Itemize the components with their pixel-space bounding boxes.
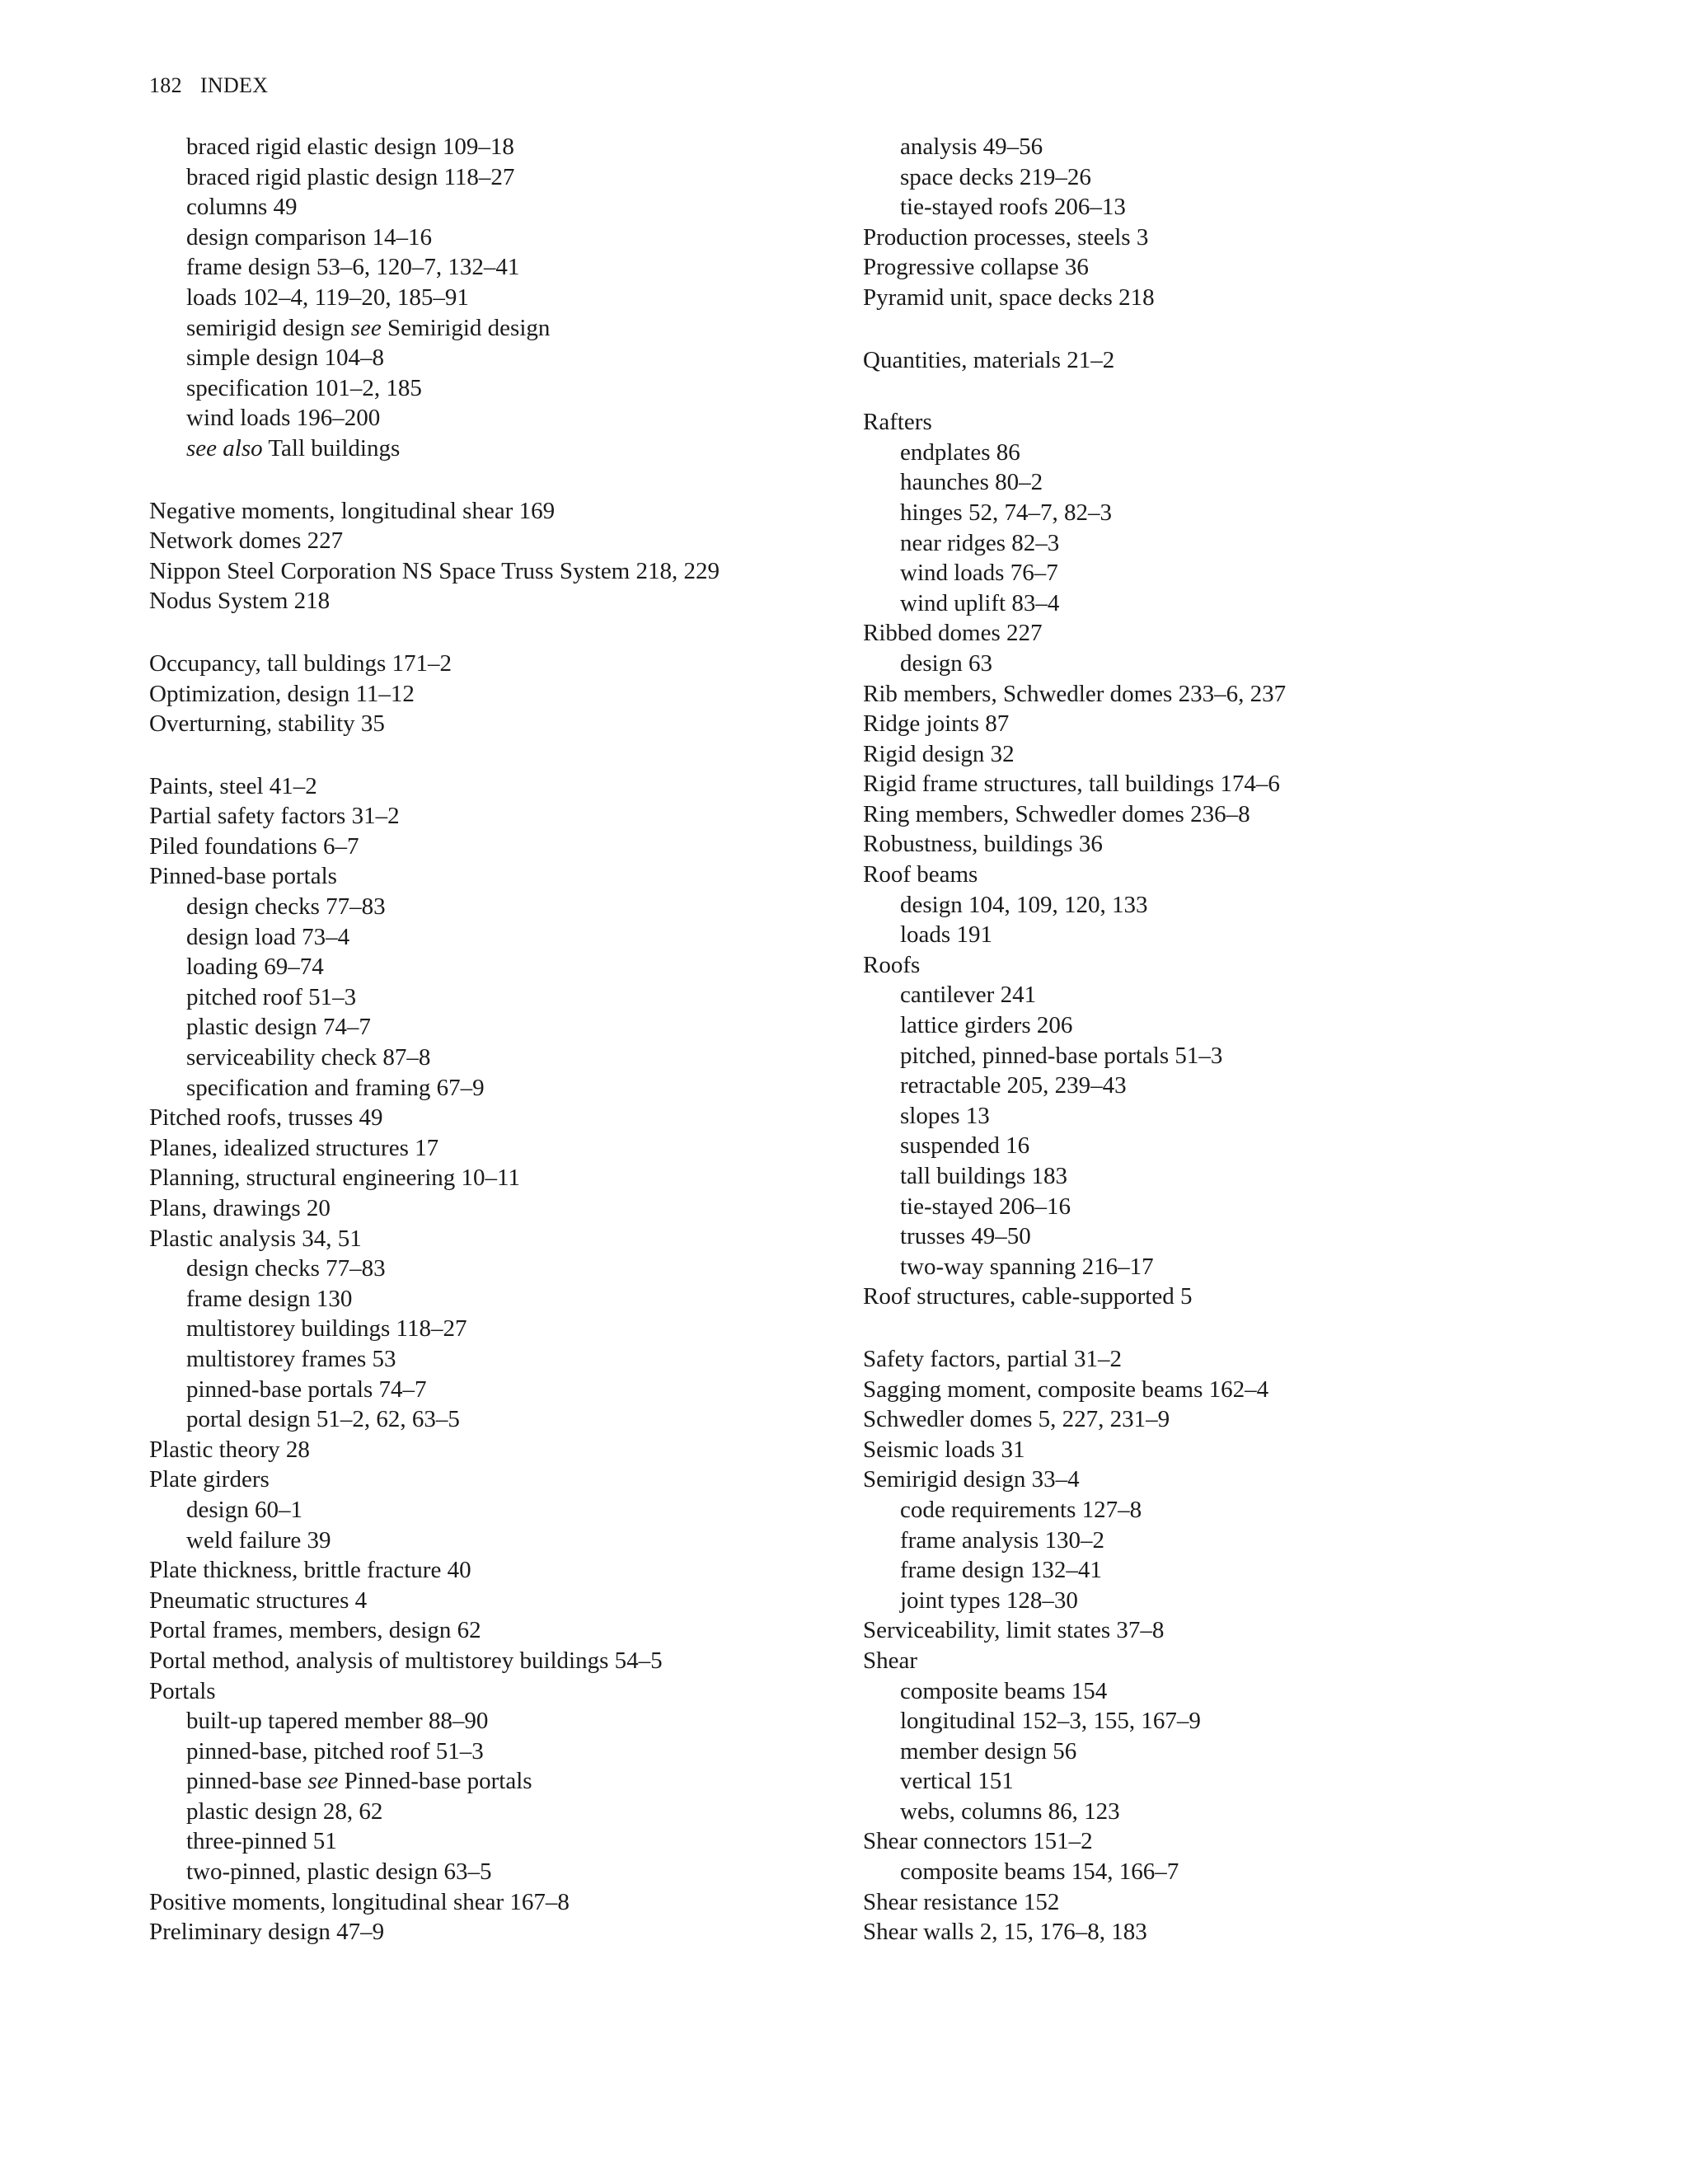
index-subentry: pinned-base, pitched roof 51–3: [186, 1737, 484, 1765]
index-entry: Occupancy, tall buldings 171–2: [149, 649, 452, 677]
index-subentry: plastic design 74–7: [186, 1014, 371, 1041]
index-entry: Preliminary design 47–9: [149, 1919, 385, 1946]
index-column-left: [149, 132, 842, 1947]
index-entry: Pneumatic structures 4: [149, 1586, 368, 1614]
index-entry: Schwedler domes 5, 227, 231–9: [863, 1406, 1170, 1433]
index-entry: Plastic theory 28: [149, 1436, 310, 1463]
cross-reference-term: see: [350, 314, 382, 341]
index-entry: Planes, idealized structures 17: [149, 1134, 439, 1161]
index-subentry: tie-stayed roofs 206–13: [900, 194, 1126, 221]
index-subentry: cantilever 241: [900, 982, 1037, 1009]
index-subentry: design load 73–4: [186, 923, 350, 950]
index-subentry: pinned-base portals 74–7: [186, 1376, 427, 1403]
index-entry: Production processes, steels 3: [863, 223, 1149, 251]
index-entry: Ribbed domes 227: [863, 620, 1043, 647]
letter-group-gap: [863, 375, 1572, 407]
index-subentry: member design 56: [900, 1737, 1077, 1765]
index-subentry: design comparison 14–16: [186, 223, 433, 251]
index-entry: Plate girders: [149, 1466, 270, 1493]
index-entry: Ring members, Schwedler domes 236–8: [863, 800, 1250, 827]
cross-reference-term: see also: [186, 434, 263, 462]
index-entry: Roof structures, cable-supported 5: [863, 1283, 1193, 1310]
index-entry: Robustness, buildings 36: [863, 831, 1103, 858]
index-entry: Planning, structural engineering 10–11: [149, 1165, 520, 1192]
index-subentry: composite beams 154, 166–7: [900, 1858, 1179, 1886]
entry-text-part: Pinned-base portals: [338, 1768, 532, 1795]
index-subentry: frame design 130: [186, 1285, 353, 1312]
index-subentry: tie-stayed 206–16: [900, 1193, 1071, 1220]
index-entry: Plastic analysis 34, 51: [149, 1225, 362, 1252]
entry-text-part: semirigid design: [186, 314, 351, 341]
index-entry: Portals: [149, 1677, 216, 1704]
index-entry: Portal method, analysis of multistorey buildings 54–5: [149, 1647, 663, 1674]
index-subentry: joint types 128–30: [900, 1586, 1078, 1614]
entry-text-part: Tall buildings: [262, 434, 401, 462]
index-subentry: webs, columns 86, 123: [900, 1797, 1120, 1825]
index-subentry: wind loads 76–7: [900, 560, 1058, 587]
index-subentry: design checks 77–83: [186, 1255, 386, 1282]
index-subentry: wind loads 196–200: [186, 405, 381, 432]
index-subentry: code requirements 127–8: [900, 1496, 1142, 1523]
index-entry: Paints, steel 41–2: [149, 772, 317, 799]
index-subentry: columns 49: [186, 194, 298, 221]
index-subentry: haunches 80–2: [900, 469, 1043, 496]
index-subentry: design 104, 109, 120, 133: [900, 891, 1148, 918]
letter-group-gap: [149, 616, 842, 649]
index-entry: Shear walls 2, 15, 176–8, 183: [863, 1919, 1147, 1946]
index-entry: Nodus System 218: [149, 588, 331, 615]
index-column-right: [863, 132, 1572, 1947]
index-subentry: [149, 313, 842, 344]
index-entry: Network domes 227: [149, 527, 344, 555]
index-subentry: plastic design 28, 62: [186, 1797, 383, 1825]
index-subentry: weld failure 39: [186, 1526, 331, 1554]
running-head: [149, 71, 268, 101]
index-entry: Pyramid unit, space decks 218: [863, 284, 1155, 311]
page-number: 182: [149, 73, 182, 97]
index-subentry: design 60–1: [186, 1496, 302, 1523]
index-subentry: three-pinned 51: [186, 1828, 337, 1855]
cross-reference-term: see: [307, 1768, 339, 1795]
index-entry: Pinned-base portals: [149, 863, 337, 890]
index-subentry: loads 191: [900, 921, 992, 949]
index-subentry: built-up tapered member 88–90: [186, 1708, 489, 1735]
index-subentry: loads 102–4, 119–20, 185–91: [186, 284, 469, 311]
index-entry: Optimization, design 11–12: [149, 680, 415, 707]
index-subentry: specification 101–2, 185: [186, 374, 422, 401]
index-entry: Roof beams: [863, 861, 978, 888]
letter-group-gap: [863, 1312, 1572, 1344]
index-entry: Plate thickness, brittle fracture 40: [149, 1557, 471, 1584]
index-subentry: specification and framing 67–9: [186, 1074, 485, 1101]
index-entry: Serviceability, limit states 37–8: [863, 1617, 1165, 1644]
index-entry: Roofs: [863, 951, 921, 978]
index-subentry: suspended 16: [900, 1132, 1030, 1160]
index-subentry: near ridges 82–3: [900, 529, 1060, 556]
section-title: INDEX: [199, 73, 269, 97]
index-subentry: longitudinal 152–3, 155, 167–9: [900, 1708, 1201, 1735]
entry-text-part: Semirigid design: [381, 314, 551, 341]
index-entry: Seismic loads 31: [863, 1436, 1025, 1463]
index-subentry: trusses 49–50: [900, 1223, 1031, 1250]
index-entry: Piled foundations 6–7: [149, 832, 359, 860]
index-subentry: hinges 52, 74–7, 82–3: [900, 499, 1112, 526]
index-subentry: multistorey buildings 118–27: [186, 1315, 467, 1343]
index-entry: Rigid frame structures, tall buildings 174–6: [863, 771, 1280, 798]
index-subentry: vertical 151: [900, 1768, 1014, 1795]
index-subentry: [149, 1766, 842, 1797]
index-subentry: slopes 13: [900, 1102, 990, 1129]
index-entry: Negative moments, longitudinal shear 169: [149, 497, 556, 524]
index-subentry: analysis 49–56: [900, 134, 1043, 160]
index-entry: Nippon Steel Corporation NS Space Truss System 218, 229: [149, 557, 720, 584]
index-subentry: serviceability check 87–8: [186, 1044, 431, 1071]
index-entry: Quantities, materials 21–2: [863, 346, 1115, 373]
index-subentry: braced rigid plastic design 118–27: [186, 163, 515, 190]
index-subentry: tall buildings 183: [900, 1163, 1067, 1189]
letter-group-gap: [863, 313, 1572, 345]
index-entry: Shear: [863, 1647, 918, 1674]
index-subentry: endplates 86: [900, 438, 1020, 466]
index-entry: Portal frames, members, design 62: [149, 1617, 481, 1644]
index-subentry: loading 69–74: [186, 954, 324, 981]
index-subentry: lattice girders 206: [900, 1012, 1073, 1039]
index-subentry: composite beams 154: [900, 1677, 1108, 1704]
index-entry: Safety factors, partial 31–2: [863, 1345, 1123, 1372]
index-subentry: frame design 132–41: [900, 1557, 1102, 1584]
index-subentry: two-way spanning 216–17: [900, 1253, 1154, 1280]
index-subentry: portal design 51–2, 62, 63–5: [186, 1406, 460, 1433]
index-subentry: braced rigid elastic design 109–18: [186, 134, 514, 160]
index-subentry: two-pinned, plastic design 63–5: [186, 1858, 492, 1886]
index-entry: Overturning, stability 35: [149, 710, 385, 738]
index-subentry: simple design 104–8: [186, 344, 385, 372]
index-entry: Pitched roofs, trusses 49: [149, 1104, 383, 1132]
index-entry: Ridge joints 87: [863, 710, 1010, 738]
index-subentry: design 63: [900, 649, 992, 677]
letter-group-gap: [149, 464, 842, 496]
index-entry: Positive moments, longitudinal shear 167–8: [149, 1888, 570, 1915]
index-entry: Shear resistance 152: [863, 1888, 1060, 1915]
index-subentry: wind uplift 83–4: [900, 589, 1060, 616]
index-subentry: frame analysis 130–2: [900, 1526, 1105, 1554]
entry-text-part: pinned-base: [186, 1768, 308, 1795]
index-entry: Progressive collapse 36: [863, 254, 1089, 281]
index-subentry: [149, 434, 842, 464]
index-entry: Rigid design 32: [863, 740, 1015, 767]
index-subentry: space decks 219–26: [900, 163, 1091, 190]
letter-group-gap: [149, 739, 842, 771]
index-subentry: frame design 53–6, 120–7, 132–41: [186, 254, 520, 281]
index-entry: Sagging moment, composite beams 162–4: [863, 1376, 1269, 1403]
index-entry: Shear connectors 151–2: [863, 1828, 1093, 1855]
index-subentry: design checks 77–83: [186, 893, 386, 921]
index-subentry: multistorey frames 53: [186, 1345, 396, 1372]
index-subentry: pitched, pinned-base portals 51–3: [900, 1042, 1223, 1069]
index-subentry: retractable 205, 239–43: [900, 1072, 1127, 1099]
index-entry: Partial safety factors 31–2: [149, 803, 400, 830]
index-entry: Semirigid design 33–4: [863, 1466, 1080, 1493]
index-entry: Rafters: [863, 409, 932, 436]
index-entry: Plans, drawings 20: [149, 1195, 331, 1221]
index-entry: Rib members, Schwedler domes 233–6, 237: [863, 680, 1287, 707]
index-subentry: pitched roof 51–3: [186, 983, 357, 1010]
